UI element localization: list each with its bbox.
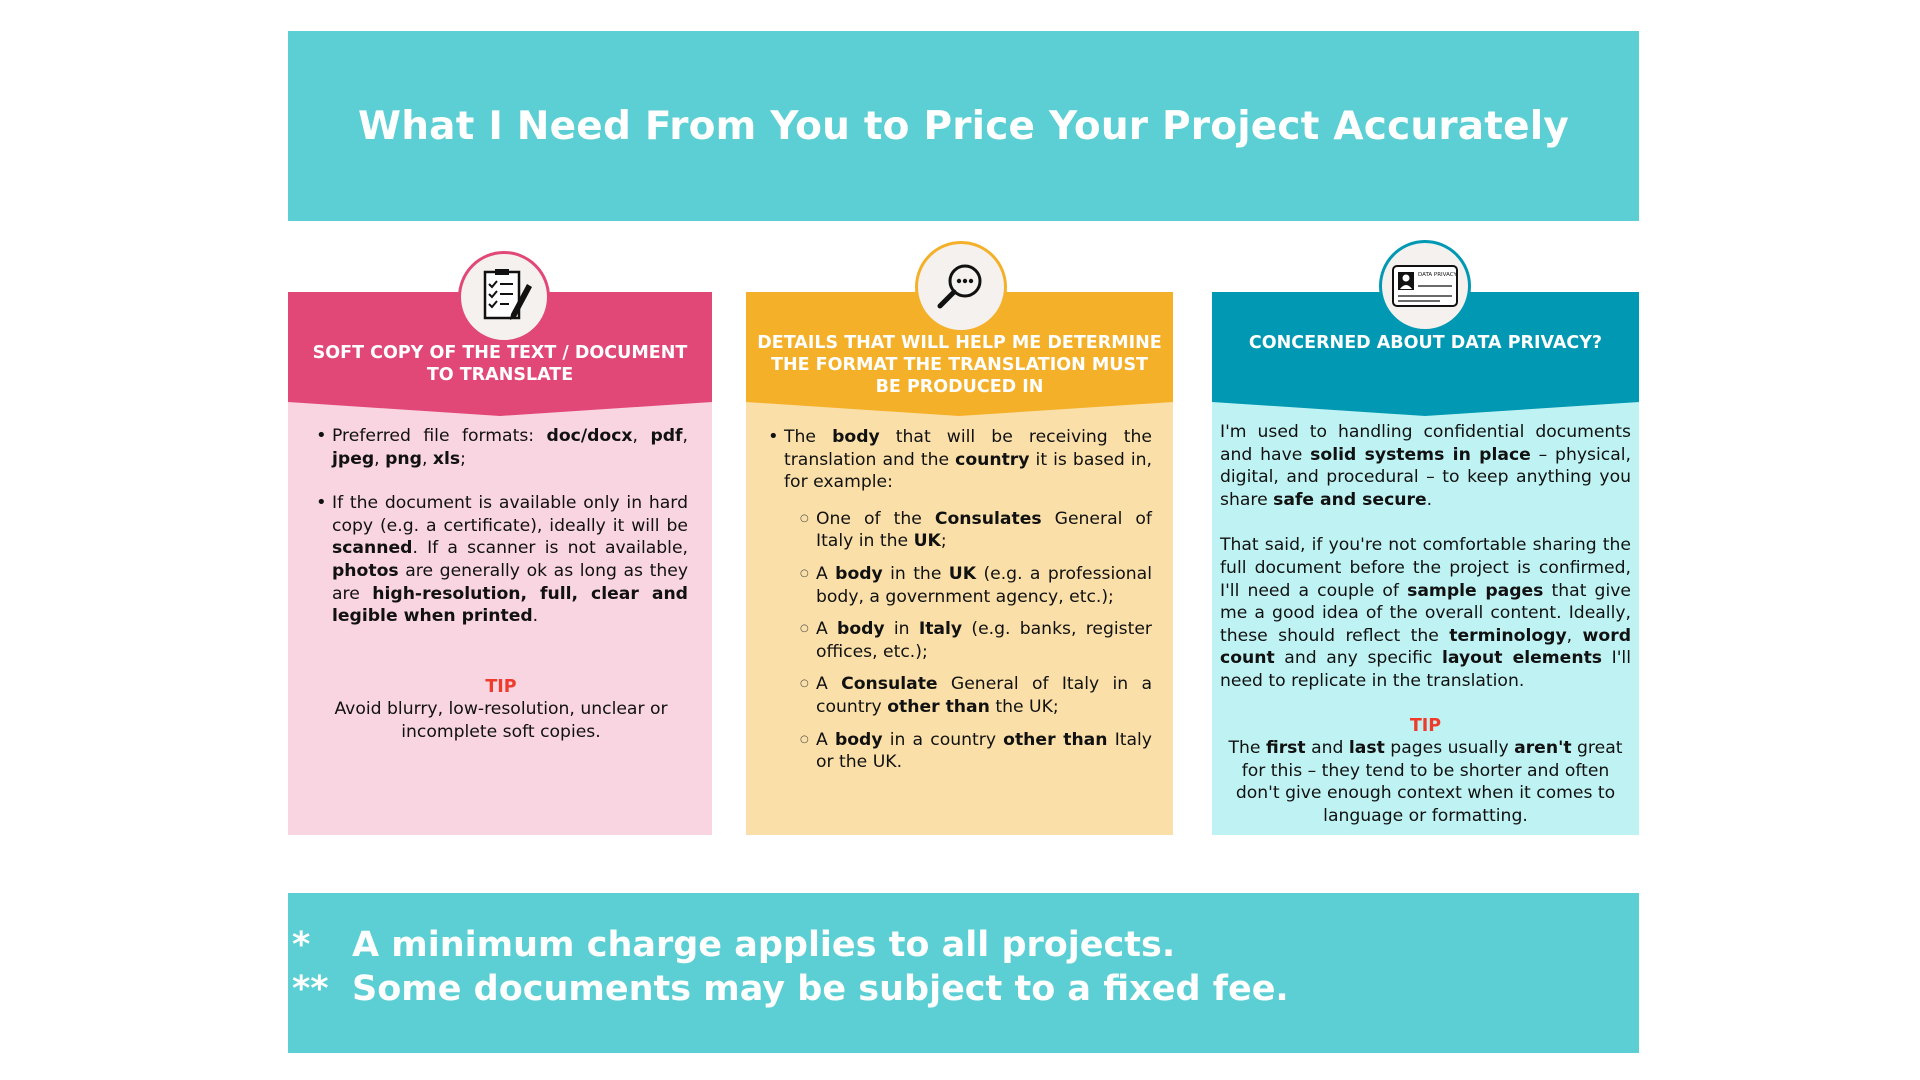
note-text: A minimum charge applies to all projects. — [352, 925, 1176, 965]
sub-list-item: ○ A body in Italy (e.g. banks, register offices, etc.); — [816, 618, 1152, 663]
sub-list-item: ○ One of the Consulates General of Italy in the UK; — [816, 508, 1152, 553]
note-minimum-charge — [288, 925, 1175, 965]
tip-label: TIP — [1409, 715, 1442, 736]
paragraph: I'm used to handling confidential documents and have solid systems in place – physical, digital, and procedural – to keep anything you share safe and secure. — [1220, 422, 1631, 510]
card-format-details — [746, 292, 1173, 835]
card-body — [1220, 421, 1631, 828]
sub-list-item: ○ A Consulate General of Italy in a country other than the UK; — [816, 673, 1152, 718]
magnifier-chat-icon — [915, 241, 1007, 333]
card-heading: SOFT COPY OF THE TEXT / DOCUMENT TO TRANSLATE — [312, 343, 688, 385]
card-body — [314, 425, 688, 744]
sub-list-item: ○ A body in a country other than Italy or the UK. — [816, 729, 1152, 774]
data-privacy-card-icon — [1379, 240, 1471, 332]
icon-caption: DATA PRIVACY — [1418, 272, 1457, 278]
card-heading: DETAILS THAT WILL HELP ME DETERMINE THE FORMAT THE TRANSLATION MUST BE PRODUCED IN — [757, 333, 1162, 397]
tip-text: Avoid blurry, low-resolution, unclear or incomplete soft copies. — [334, 699, 668, 742]
note-marker: ** — [292, 969, 329, 1009]
sub-list-item: ○ A body in the UK (e.g. a professional body, a government agency, etc.); — [816, 563, 1152, 608]
title-banner — [288, 31, 1639, 221]
note-marker: * — [292, 925, 311, 965]
card-body — [766, 426, 1152, 784]
page-title: What I Need From You to Price Your Project Accurately — [358, 103, 1569, 149]
list-item: • The body that will be receiving the translation and the country it is based in, for example: — [784, 426, 1152, 494]
checklist-pen-icon — [458, 251, 550, 343]
list-item: • Preferred file formats: doc/docx, pdf, jpeg, png, xls; — [332, 425, 688, 470]
card-heading: CONCERNED ABOUT DATA PRIVACY? — [1248, 333, 1603, 353]
paragraph: That said, if you're not comfortable sharing the full document before the project is confirmed, I'll need a couple of sample pages that give me a good idea of the overall content. Ideally, these should reflect the terminology, word count and any specific layout elements I'll need to replicate in the translation. — [1220, 535, 1631, 691]
list-item: • If the document is available only in hard copy (e.g. a certificate), ideally it will be scanned. If a scanner is not available, photos are generally ok as long as they are high-resolution, full, clear and legible when printed. — [332, 492, 688, 628]
note-text: Some documents may be subject to a fixed fee. — [352, 969, 1289, 1009]
tip-label: TIP — [485, 676, 517, 697]
notes-banner — [288, 893, 1639, 1053]
tip-text: The first and last pages usually aren't great for this – they tend to be shorter and often don't give enough context when it comes to language or formatting. — [1228, 738, 1623, 826]
card-data-privacy — [1212, 292, 1639, 835]
note-fixed-fee — [288, 969, 1289, 1009]
card-soft-copy — [288, 292, 712, 835]
